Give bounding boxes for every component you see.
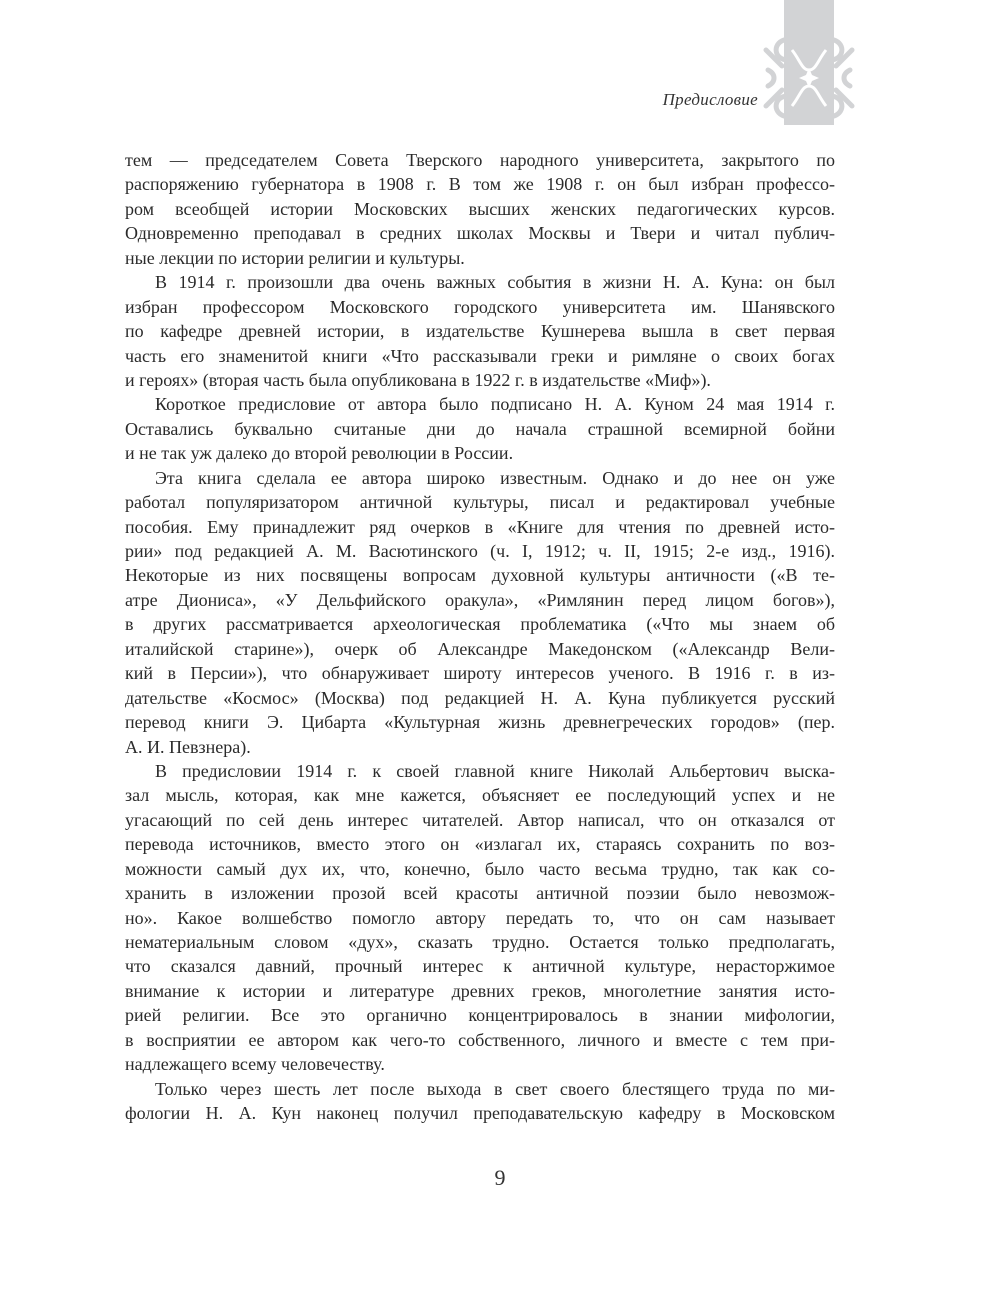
text-line: рией религии. Все это органично концентрировалось в знании мифологии, bbox=[125, 1005, 835, 1026]
text-line: что сказался давний, прочный интерес к античной культуре, нерасторжимое bbox=[125, 956, 835, 977]
text-line: рии» под редакцией А. М. Васютинского (ч. I, 1912; ч. II, 1915; 2-е изд., 1916). bbox=[125, 541, 835, 561]
text-line: Эта книга сделала ее автора широко известным. Однако и до нее он уже bbox=[155, 467, 835, 488]
text-line: пособия. Ему принадлежит ряд очерков в «Книге для чтения по древней исто- bbox=[125, 516, 835, 537]
text-line: ные лекции по истории религии и культуры. bbox=[125, 247, 465, 268]
page-number: 9 bbox=[494, 1165, 506, 1190]
paragraph bbox=[125, 1077, 835, 1126]
text-line: в других рассматривается археологическая проблематика («Что мы знаем об bbox=[125, 614, 835, 635]
text-line: перевода источников, вместо этого он «излагал их, стараясь сохранить по воз- bbox=[125, 834, 835, 855]
paragraph bbox=[125, 466, 835, 759]
text-line: нематериальным словом «дух», сказать трудно. Остается только предполагать, bbox=[125, 932, 835, 952]
paragraph bbox=[125, 270, 835, 392]
text-line: работал популяризатором античной культуры, писал и редактировал учебные bbox=[125, 492, 835, 513]
text-line: Только через шесть лет после выхода в свет своего блестящего труда по ми- bbox=[155, 1078, 835, 1099]
text-line: италийской старине»), очерк об Александре Македонском («Александр Вели- bbox=[125, 638, 835, 659]
text-line: зал мысль, которая, как мне кажется, объясняет ее последующий успех и не bbox=[125, 785, 835, 806]
text-line: кий в Персии»), что обнаруживает широту интересов ученого. В 1916 г. в из- bbox=[125, 663, 835, 684]
text-line: Оставались буквально считаные дни до начала страшной всемирной бойни bbox=[125, 418, 835, 439]
text-line: можности самый дух их, что, конечно, было часто весьма трудно, так как со- bbox=[125, 858, 835, 879]
ornament-icon bbox=[762, 30, 856, 126]
text-line: распоряжению губернатора в 1908 г. В том же 1908 г. он был избран профессо- bbox=[125, 174, 835, 195]
body-text bbox=[125, 148, 835, 1126]
text-line: Одновременно преподавал в средних школах Москвы и Твери и читал публич- bbox=[125, 223, 835, 244]
text-line: Короткое предисловие от автора было подписано Н. А. Куном 24 мая 1914 г. bbox=[155, 394, 835, 415]
text-line: фологии Н. А. Кун наконец получил преподавательскую кафедру в Московском bbox=[125, 1103, 835, 1124]
text-line: ром всеобщей истории Московских высших женских педагогических курсов. bbox=[125, 198, 835, 219]
text-line: хранить в изложении прозой всей красоты античной поэзии было невозмож- bbox=[125, 883, 835, 904]
text-line: В 1914 г. произошли два очень важных события в жизни Н. А. Куна: он был bbox=[155, 272, 835, 293]
text-line: и героях» (вторая часть была опубликована в 1922 г. в издательстве «Миф»). bbox=[125, 369, 711, 390]
running-head: Предисловие bbox=[662, 90, 758, 109]
text-line: тем — председателем Совета Тверского народного университета, закрытого по bbox=[125, 150, 835, 170]
text-line: по кафедре древней истории, в издательстве Кушнерева вышла в свет первая bbox=[125, 321, 835, 342]
paragraph bbox=[125, 148, 835, 270]
text-line: В предисловии 1914 г. к своей главной книге Николай Альбертович выска- bbox=[155, 760, 835, 781]
paragraph bbox=[125, 759, 835, 1077]
text-line: часть его знаменитой книги «Что рассказывали греки и римляне о своих богах bbox=[125, 345, 835, 366]
text-line: в восприятии ее автором как чего-то собственного, личного и вместе с тем при- bbox=[125, 1029, 835, 1050]
text-line: дательстве «Космос» (Москва) под редакцией Н. А. Куна публикуется русский bbox=[125, 687, 835, 708]
text-line: атре Диониса», «У Дельфийского оракула», «Римлянин перед лицом богов»), bbox=[125, 589, 835, 610]
text-line: перевод книги Э. Цибарта «Культурная жизнь древнегреческих городов» (пер. bbox=[125, 712, 835, 733]
text-line: но». Какое волшебство помогло автору передать то, что он сам называет bbox=[125, 907, 835, 928]
text-line: А. И. Певзнера). bbox=[125, 736, 251, 757]
text-line: Некоторые из них посвящены вопросам духовной культуры античности («В те- bbox=[125, 565, 835, 586]
text-line: угасающий по сей день интерес читателей. Автор написал, что он отказался от bbox=[125, 809, 835, 830]
paragraph bbox=[125, 392, 835, 465]
text-line: внимание к истории и литературе древних греков, многолетние занятия исто- bbox=[125, 980, 835, 1001]
text-line: избран профессором Московского городского университета им. Шанявского bbox=[125, 296, 835, 317]
text-line: надлежащего всему человечеству. bbox=[125, 1054, 385, 1075]
text-line: и не так уж далеко до второй революции в России. bbox=[125, 443, 514, 464]
